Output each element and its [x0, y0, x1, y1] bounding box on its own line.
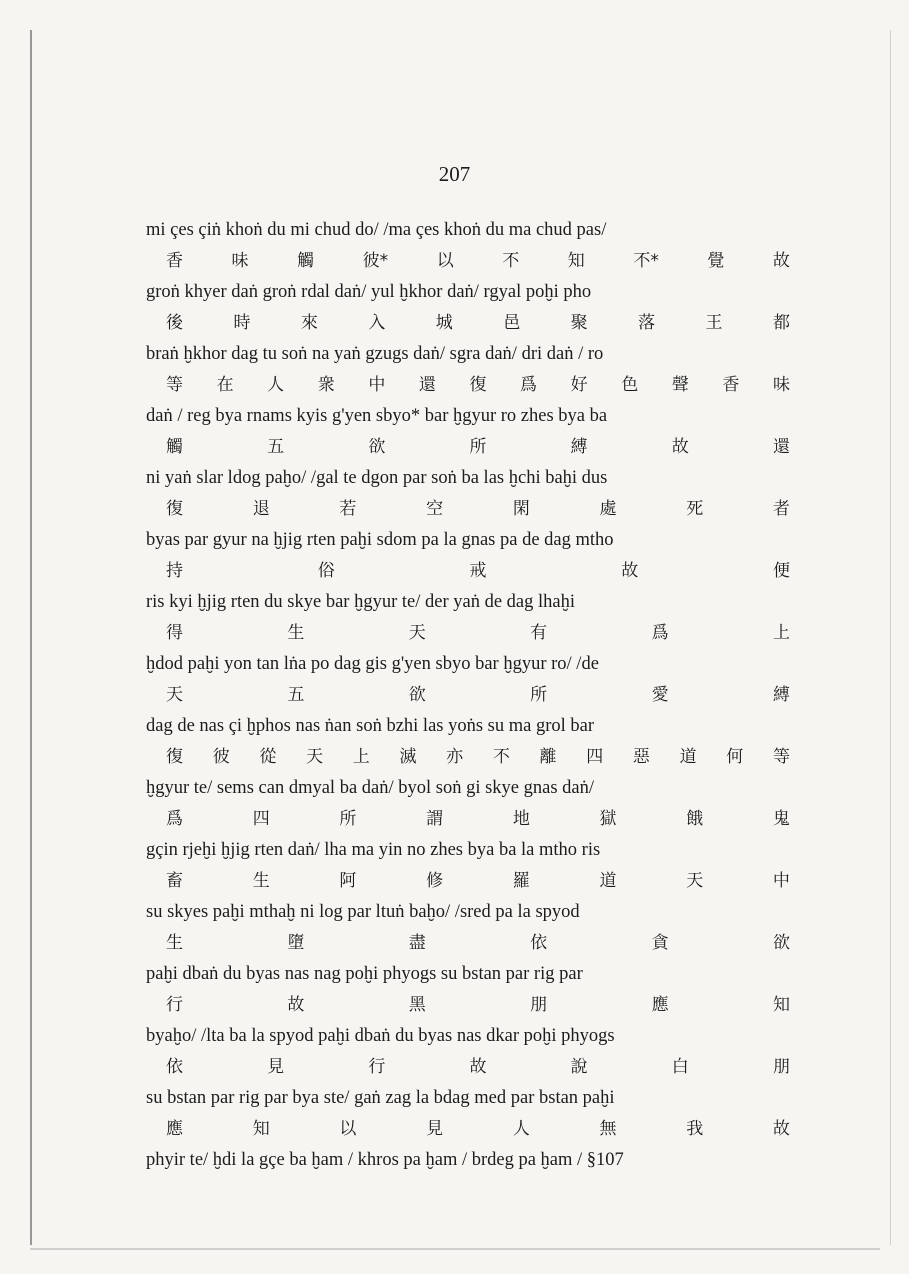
- chinese-character: 所: [530, 685, 548, 705]
- tibetan-transliteration-line: paḫi dbaṅ du byas nas nag poḫi phyogs su bstan par rig par: [146, 964, 583, 984]
- chinese-character: 縛: [772, 685, 790, 705]
- tibetan-transliteration-line: ḫgyur te/ sems can dmyal ba daṅ/ byol soṅ gi skye gnas daṅ/: [146, 778, 595, 798]
- chinese-character: 衆: [317, 375, 335, 395]
- line-pair: [146, 340, 810, 402]
- chinese-character: 獄: [599, 809, 617, 829]
- tibetan-transliteration-line: su skyes paḫi mthaḫ ni log par ltuṅ baḫo/ /sred pa la spyod: [146, 902, 580, 922]
- chinese-character: 行: [368, 1057, 386, 1077]
- chinese-character: 修: [426, 871, 444, 891]
- chinese-gloss-line: [146, 803, 810, 836]
- tibetan-transliteration-line: groṅ khyer daṅ groṅ rdal daṅ/ yul ḫkhor daṅ/ rgyal poḫi pho: [146, 282, 592, 302]
- line-pair: [146, 898, 810, 960]
- chinese-character: 黑: [408, 995, 426, 1015]
- tibetan-transliteration-line: gçin rjeḫi ḫjig rten daṅ/ lha ma yin no zhes bya ba la mtho ris: [146, 840, 601, 860]
- chinese-character: 何: [726, 747, 744, 767]
- chinese-character: 所: [339, 809, 357, 829]
- chinese-character: 故: [469, 1057, 487, 1077]
- tibetan-transliteration-line: ni yaṅ slar ldog paḫo/ /gal te dgon par soṅ ba las ḫchi baḫi dus: [146, 468, 608, 488]
- page-number: 207: [438, 162, 471, 186]
- line-pair: [146, 1022, 810, 1084]
- chinese-character: 香: [722, 375, 740, 395]
- chinese-character: 依: [530, 933, 548, 953]
- tibetan-transliteration-line: ḫdod paḫi yon tan lṅa po dag gis g'yen sbyo bar ḫgyur ro/ /de: [146, 654, 599, 674]
- chinese-character: 故: [671, 437, 689, 457]
- chinese-character: 時: [233, 313, 251, 333]
- chinese-character: 人: [267, 375, 285, 395]
- chinese-character: 入: [368, 313, 386, 333]
- chinese-character: 見: [426, 1119, 444, 1139]
- chinese-character: 中: [772, 871, 790, 891]
- chinese-character: 謂: [426, 809, 444, 829]
- page-edge-right: [890, 30, 891, 1245]
- line-pair: [146, 588, 810, 650]
- line-pair: [146, 774, 810, 836]
- chinese-character: 天: [306, 747, 324, 767]
- chinese-character: 好: [570, 375, 588, 395]
- chinese-character: 阿: [339, 871, 357, 891]
- chinese-character: 知: [567, 251, 585, 271]
- chinese-character: 復: [469, 375, 487, 395]
- tibetan-transliteration-line: phyir te/ ḫdi la gçe ba ḫam / khros pa ḫam / brdeg pa ḫam / §107: [146, 1150, 624, 1170]
- chinese-character: 應: [651, 995, 669, 1015]
- chinese-character: 死: [686, 499, 704, 519]
- chinese-character: 都: [772, 313, 790, 333]
- chinese-character: 天: [408, 623, 426, 643]
- chinese-character: 四: [586, 747, 604, 767]
- chinese-character: 白: [671, 1057, 689, 1077]
- chinese-character: 滅: [399, 747, 417, 767]
- tibetan-transliteration-line: daṅ / reg bya rnams kyis g'yen sbyo* bar ḫgyur ro zhes bya ba: [146, 406, 608, 426]
- chinese-character: 便: [773, 561, 790, 581]
- line-pair: [146, 712, 810, 774]
- chinese-character: 處: [599, 499, 617, 519]
- chinese-character: 觸: [297, 251, 315, 271]
- chinese-character: 朋: [772, 1057, 790, 1077]
- chinese-character: 天: [166, 685, 183, 705]
- chinese-character: 彼*: [362, 251, 389, 271]
- line-pair: [146, 464, 810, 526]
- chinese-character: 生: [287, 623, 305, 643]
- chinese-gloss-line: [146, 679, 810, 712]
- chinese-character: 說: [570, 1057, 588, 1077]
- chinese-character: 道: [679, 747, 697, 767]
- chinese-character: 味: [231, 251, 249, 271]
- chinese-character: 縛: [570, 437, 588, 457]
- chinese-character: 爲: [651, 623, 669, 643]
- line-pair: [146, 526, 810, 588]
- chinese-character: 故: [772, 251, 790, 271]
- chinese-character: 地: [512, 809, 530, 829]
- chinese-gloss-line: [146, 431, 810, 464]
- tibetan-transliteration-line: su bstan par rig par bya ste/ gaṅ zag la bdag med par bstan paḫi: [146, 1088, 615, 1108]
- interlinear-text: [146, 216, 810, 1175]
- chinese-character: 故: [772, 1119, 790, 1139]
- chinese-gloss-line: [146, 307, 810, 340]
- chinese-character: 上: [352, 747, 370, 767]
- chinese-gloss-line: [146, 927, 810, 960]
- chinese-gloss-line: [146, 1113, 810, 1146]
- chinese-character: 生: [166, 933, 183, 953]
- chinese-character: 等: [166, 375, 183, 395]
- chinese-character: 畜: [166, 871, 183, 891]
- chinese-character: 盡: [408, 933, 426, 953]
- tibetan-transliteration-line: dag de nas çi ḫphos nas ṅan soṅ bzhi las yoṅs su ma grol bar: [146, 716, 595, 736]
- chinese-gloss-line: [146, 493, 810, 526]
- chinese-character: 羅: [512, 871, 530, 891]
- chinese-character: 不*: [633, 251, 659, 271]
- chinese-character: 觸: [166, 437, 183, 457]
- chinese-gloss-line: [146, 555, 810, 588]
- chinese-character: 天: [686, 871, 704, 891]
- chinese-character: 欲: [772, 933, 790, 953]
- chinese-character: 退: [252, 499, 270, 519]
- chinese-character: 得: [166, 623, 183, 643]
- chinese-character: 知: [772, 995, 790, 1015]
- chinese-gloss-line: [146, 617, 810, 650]
- chinese-character: 城: [435, 313, 453, 333]
- page-edge-left: [30, 30, 32, 1245]
- chinese-character: 依: [166, 1057, 183, 1077]
- chinese-character: 邑: [503, 313, 521, 333]
- line-pair: [146, 1084, 810, 1146]
- chinese-character: 人: [512, 1119, 530, 1139]
- chinese-character: 無: [599, 1119, 617, 1139]
- tibetan-transliteration-line: byaḫo/ /lta ba la spyod paḫi dbaṅ du byas nas dkar poḫi phyogs: [146, 1026, 615, 1046]
- chinese-gloss-line: [146, 245, 810, 278]
- chinese-character: 上: [772, 623, 790, 643]
- chinese-character: 所: [469, 437, 487, 457]
- chinese-character: 聚: [570, 313, 588, 333]
- chinese-character: 朋: [530, 995, 548, 1015]
- chinese-character: 味: [772, 375, 790, 395]
- line-pair: [146, 278, 810, 340]
- chinese-character: 故: [287, 995, 305, 1015]
- chinese-character: 欲: [408, 685, 426, 705]
- chinese-character: 行: [166, 995, 183, 1015]
- chinese-character: 後: [166, 313, 183, 333]
- chinese-gloss-line: [146, 865, 810, 898]
- chinese-character: 從: [259, 747, 277, 767]
- chinese-character: 離: [539, 747, 557, 767]
- chinese-character: 王: [705, 313, 723, 333]
- chinese-character: 還: [772, 437, 790, 457]
- chinese-character: 欲: [368, 437, 386, 457]
- page-edge-bottom: [30, 1248, 880, 1250]
- line-pair: [146, 402, 810, 464]
- chinese-character: 復: [166, 747, 183, 767]
- chinese-character: 餓: [686, 809, 704, 829]
- chinese-character: 愛: [651, 685, 669, 705]
- chinese-character: 不: [492, 747, 510, 767]
- chinese-character: 故: [621, 561, 639, 581]
- chinese-character: 聲: [671, 375, 689, 395]
- chinese-character: 持: [166, 561, 183, 581]
- line-pair: [146, 650, 810, 712]
- chinese-character: 道: [599, 871, 617, 891]
- chinese-character: 復: [166, 499, 183, 519]
- chinese-character: 以: [339, 1119, 357, 1139]
- chinese-gloss-line: [146, 1051, 810, 1084]
- chinese-character: 惡: [632, 747, 650, 767]
- chinese-character: 有: [530, 623, 548, 643]
- chinese-character: 亦: [446, 747, 464, 767]
- chinese-character: 見: [267, 1057, 285, 1077]
- chinese-character: 五: [287, 685, 305, 705]
- chinese-character: 鬼: [772, 809, 790, 829]
- chinese-character: 來: [300, 313, 318, 333]
- chinese-character: 墮: [287, 933, 305, 953]
- chinese-character: 在: [216, 375, 234, 395]
- chinese-character: 香: [166, 251, 183, 271]
- chinese-character: 不: [502, 251, 520, 271]
- chinese-character: 爲: [166, 809, 183, 829]
- chinese-character: 知: [252, 1119, 270, 1139]
- chinese-character: 閑: [512, 499, 530, 519]
- chinese-character: 中: [368, 375, 386, 395]
- chinese-character: 五: [267, 437, 285, 457]
- chinese-character: 戒: [469, 561, 487, 581]
- chinese-character: 爲: [520, 375, 538, 395]
- chinese-character: 生: [252, 871, 270, 891]
- chinese-character: 俗: [317, 561, 335, 581]
- tibetan-transliteration-line: braṅ ḫkhor dag tu soṅ na yaṅ gzugs daṅ/ sgra daṅ/ dri daṅ / ro: [146, 344, 604, 364]
- chinese-gloss-line: [146, 369, 810, 402]
- chinese-character: 四: [252, 809, 270, 829]
- tibetan-transliteration-line: byas par gyur na ḫjig rten paḫi sdom pa la gnas pa de dag mtho: [146, 530, 614, 550]
- chinese-character: 我: [686, 1119, 704, 1139]
- chinese-gloss-line: [146, 741, 810, 774]
- chinese-gloss-line: [146, 989, 810, 1022]
- chinese-character: 還: [418, 375, 436, 395]
- line-pair: [146, 216, 810, 278]
- line-pair: [146, 836, 810, 898]
- chinese-character: 若: [339, 499, 357, 519]
- chinese-character: 色: [621, 375, 639, 395]
- tibetan-transliteration-line: mi çes çiṅ khoṅ du mi chud do/ /ma çes khoṅ du ma chud pas/: [146, 220, 607, 240]
- chinese-character: 等: [772, 747, 790, 767]
- chinese-character: 者: [772, 499, 790, 519]
- line-pair: [146, 960, 810, 1022]
- chinese-character: 應: [166, 1119, 183, 1139]
- chinese-character: 彼: [212, 747, 230, 767]
- chinese-character: 空: [426, 499, 444, 519]
- chinese-character: 落: [638, 313, 656, 333]
- tibetan-transliteration-line: ris kyi ḫjig rten du skye bar ḫgyur te/ der yaṅ de dag lhaḫi: [146, 592, 575, 612]
- chinese-character: 貪: [651, 933, 669, 953]
- chinese-character: 覺: [707, 251, 725, 271]
- chinese-character: 以: [436, 251, 454, 271]
